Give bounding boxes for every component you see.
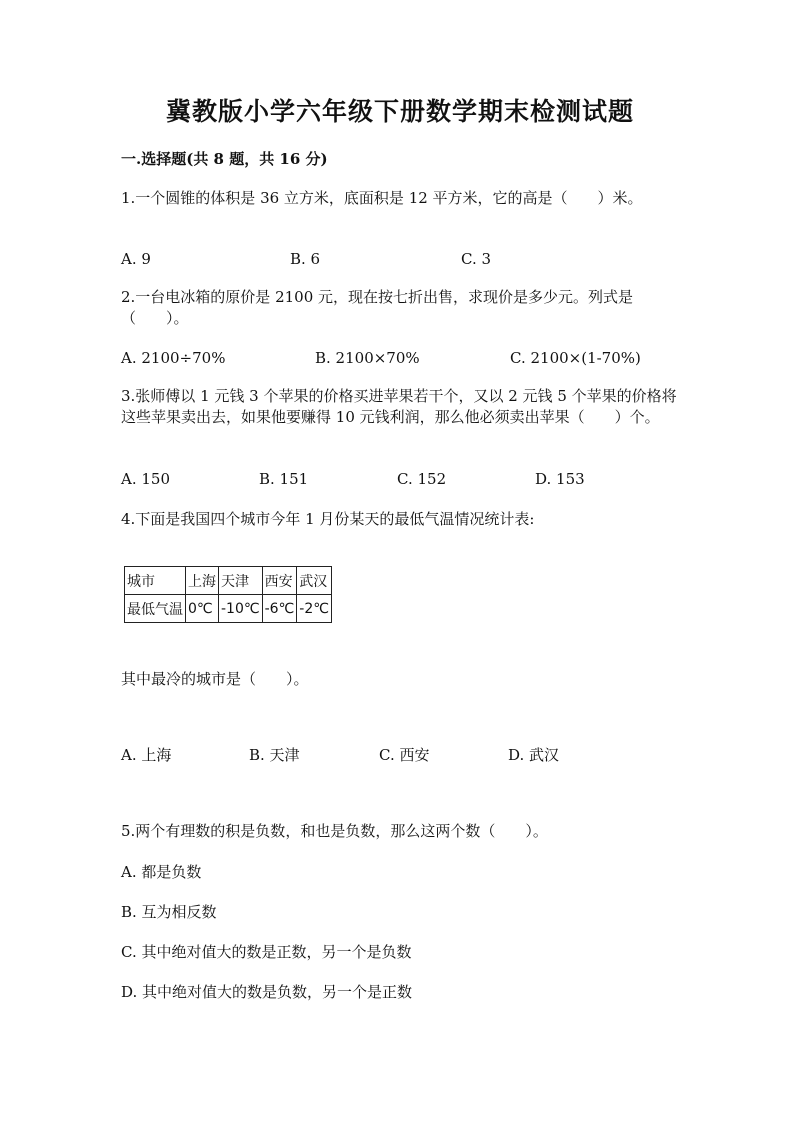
table-header-cell: 天津 (219, 567, 263, 595)
question-5-option-a: A. 都是负数 (121, 863, 202, 881)
question-4-option-b: B. 天津 (249, 746, 300, 764)
question-1-option-a: A. 9 (121, 250, 151, 268)
table-header-cell: 上海 (186, 567, 219, 595)
question-4-option-d: D. 武汉 (508, 746, 560, 764)
question-1-option-b: B. 6 (290, 250, 321, 268)
table-header-cell: 城市 (125, 567, 186, 595)
table-row (125, 567, 332, 595)
table-cell: -2℃ (297, 595, 332, 623)
question-3-option-b: B. 151 (259, 470, 309, 488)
temperature-table (124, 566, 332, 623)
question-4-stem: 4.下面是我国四个城市今年 1 月份某天的最低气温情况统计表: (121, 510, 535, 528)
page-title: 冀教版小学六年级下册数学期末检测试题 (165, 97, 634, 126)
question-4-option-a: A. 上海 (121, 746, 172, 764)
question-5-option-b: B. 互为相反数 (121, 903, 217, 921)
question-2-option-a: A. 2100÷70% (121, 349, 226, 367)
table-cell: -6℃ (262, 595, 297, 623)
question-3-option-a: A. 150 (121, 470, 170, 488)
table-cell: 0℃ (186, 595, 219, 623)
question-4-option-c: C. 西安 (379, 746, 430, 764)
question-1-option-c: C. 3 (461, 250, 492, 268)
question-3-stem: 3.张师傅以 1 元钱 3 个苹果的价格买进苹果若干个，又以 2 元钱 5 个苹果的价格将这些苹果卖出去，如果他要赚得 10 元钱利润，那么他必须卖出苹果（ ）个。 (121, 387, 677, 426)
question-3-option-c: C. 152 (397, 470, 447, 488)
question-1-stem: 1.一个圆锥的体积是 36 立方米，底面积是 12 平方米，它的高是（ ）米。 (121, 189, 643, 207)
question-5-option-d: D. 其中绝对值大的数是负数，另一个是正数 (121, 983, 413, 1001)
table-header-cell: 武汉 (297, 567, 332, 595)
question-5-option-c: C. 其中绝对值大的数是正数，另一个是负数 (121, 943, 412, 961)
section-heading: 一.选择题(共 8 题，共 16 分) (121, 150, 328, 168)
question-2-option-b: B. 2100×70% (315, 349, 420, 367)
table-header-cell: 西安 (262, 567, 297, 595)
question-4-follow-up: 其中最冷的城市是（ ）。 (121, 670, 309, 688)
table-cell: -10℃ (219, 595, 263, 623)
question-2-stem: 2.一台电冰箱的原价是 2100 元，现在按七折出售，求现价是多少元。列式是（ ）。 (121, 288, 634, 327)
question-3-option-d: D. 153 (535, 470, 585, 488)
question-2-option-c: C. 2100×(1-70%) (510, 349, 641, 367)
table-row (125, 595, 332, 623)
question-5-stem: 5.两个有理数的积是负数，和也是负数，那么这两个数（ ）。 (121, 822, 548, 840)
table-cell: 最低气温 (125, 595, 186, 623)
